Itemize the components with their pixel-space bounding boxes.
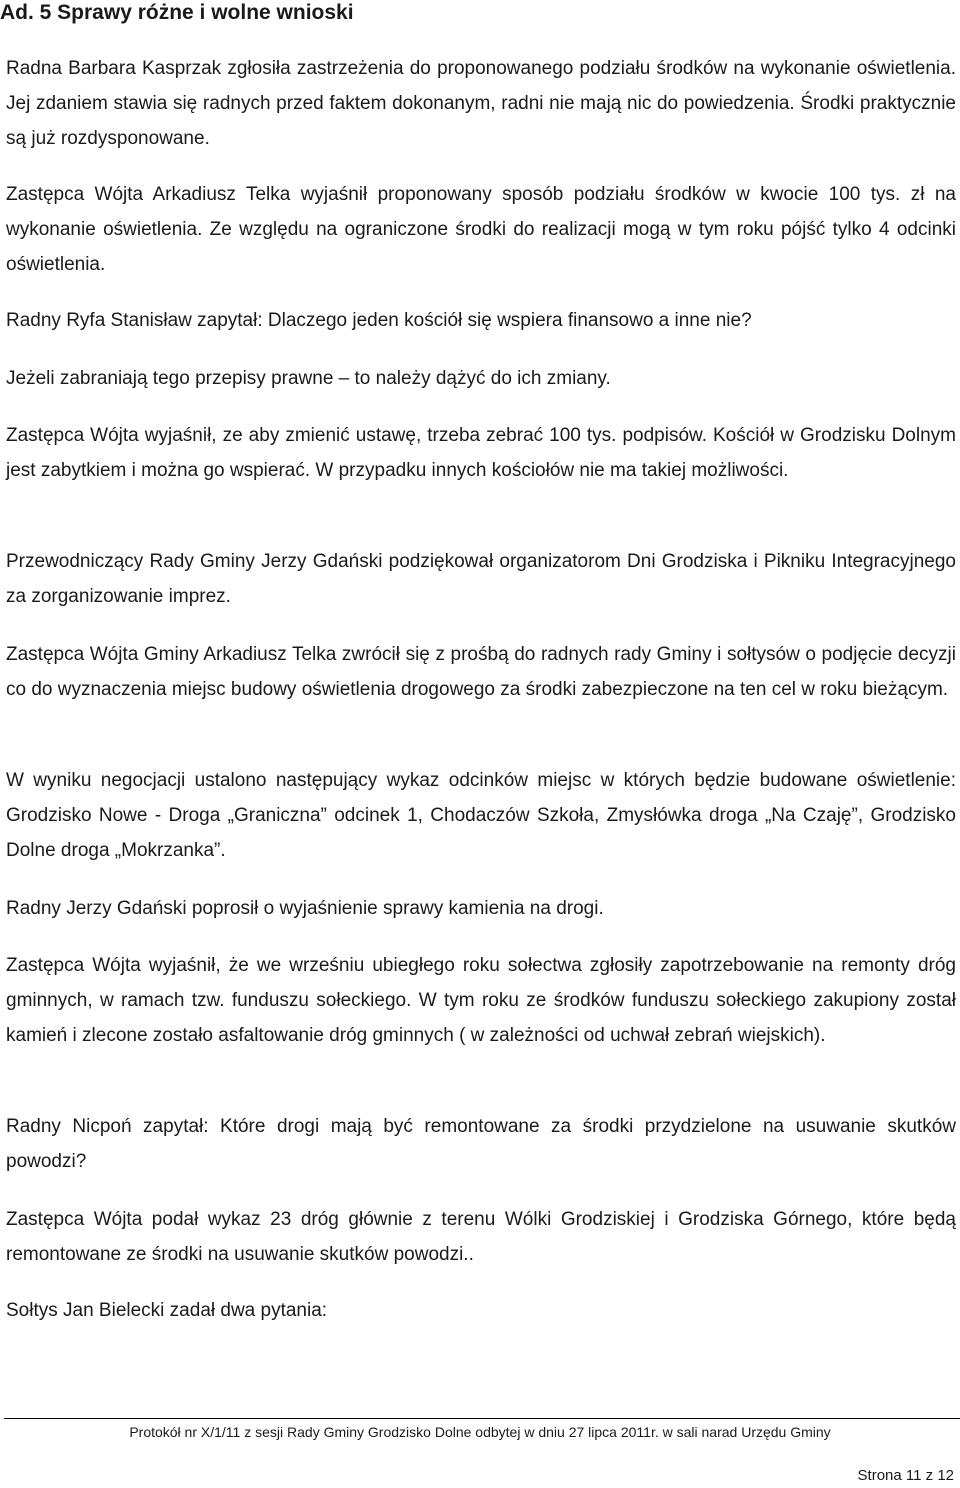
paragraph: Zastępca Wójta wyjaśnił, że we wrześniu ubiegłego roku sołectwa zgłosiły zapotrzebowanie na remonty dróg gminnych, w ramach tzw. funduszu sołeckiego. W tym roku ze środków funduszu sołeckiego zakupiony został kamień i zlecone zostało asfaltowanie dróg gminnych ( w zależności od uchwał zebrań wiejskich). — [6, 955, 956, 1046]
paragraph: Radny Ryfa Stanisław zapytał: Dlaczego jeden kościół się wspiera finansowo a inne nie? — [6, 310, 752, 331]
paragraph: Zastępca Wójta podał wykaz 23 dróg głównie z terenu Wólki Grodziskiej i Grodziska Górnego, które będą remontowane ze środki na usuwanie skutków powodzi.. — [6, 1209, 956, 1265]
paragraph: Radny Nicpoń zapytał: Które drogi mają być remontowane za środki przydzielone na usuwanie skutków powodzi? — [6, 1116, 956, 1172]
paragraph: W wyniku negocjacji ustalono następujący wykaz odcinków miejsc w których będzie budowane oświetlenie: Grodzisko Nowe - Droga „Graniczna” odcinek 1, Chodaczów Szkoła, Zmysłówka droga „Na Czaję”, Grodzisko Dolne droga „Mokrzanka”. — [6, 770, 956, 861]
paragraph: Jeżeli zabraniają tego przepisy prawne – to należy dążyć do ich zmiany. — [6, 368, 611, 389]
paragraph: Zastępca Wójta wyjaśnił, ze aby zmienić ustawę, trzeba zebrać 100 tys. podpisów. Kościół w Grodzisku Dolnym jest zabytkiem i można go wspierać. W przypadku innych kościołów nie ma takiej możliwości. — [6, 425, 956, 481]
paragraph: Radna Barbara Kasprzak zgłosiła zastrzeżenia do proponowanego podziału środków na wykonanie oświetlenia. Jej zdaniem stawia się radnych przed faktem dokonanym, radni nie mają nic do powiedzenia. Środki praktycznie są już rozdysponowane. — [6, 58, 956, 149]
paragraph: Zastępca Wójta Gminy Arkadiusz Telka zwrócił się z prośbą do radnych rady Gminy i sołtysów o podjęcie decyzji co do wyznaczenia miejsc budowy oświetlenia drogowego za środki zabezpieczone na ten cel w roku bieżącym. — [6, 644, 956, 700]
footer-text: Protokół nr X/1/11 z sesji Rady Gminy Grodzisko Dolne odbytej w dniu 27 lipca 2011r. w sali narad Urzędu Gminy — [129, 1424, 831, 1440]
footer-divider — [4, 1418, 960, 1419]
paragraph: Zastępca Wójta Arkadiusz Telka wyjaśnił proponowany sposób podziału środków w kwocie 100 tys. zł na wykonanie oświetlenia. Ze względu na ograniczone środki do realizacji mogą w tym roku pójść tylko 4 odcinki oświetlenia. — [6, 184, 956, 275]
paragraph: Radny Jerzy Gdański poprosił o wyjaśnienie sprawy kamienia na drogi. — [6, 898, 604, 919]
paragraph: Przewodniczący Rady Gminy Jerzy Gdański podziękował organizatorom Dni Grodziska i Pikniku Integracyjnego za zorganizowanie imprez. — [6, 551, 956, 607]
page-number: Strona 11 z 12 — [857, 1467, 954, 1484]
paragraph: Sołtys Jan Bielecki zadał dwa pytania: — [6, 1300, 328, 1321]
section-heading: Ad. 5 Sprawy różne i wolne wnioski — [0, 1, 354, 24]
